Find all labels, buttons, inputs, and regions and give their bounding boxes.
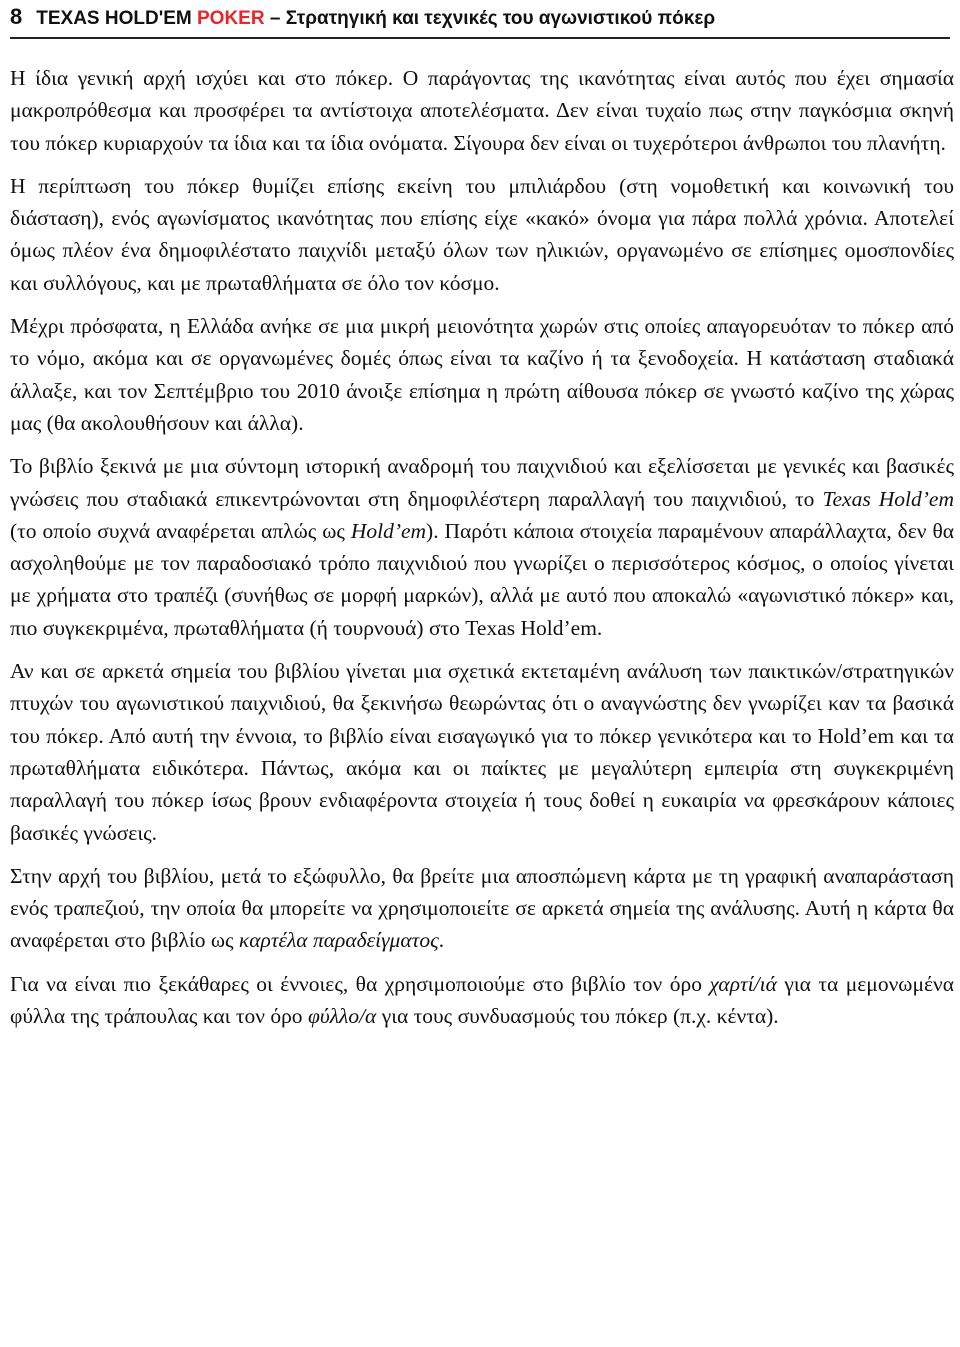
paragraph bbox=[10, 450, 954, 644]
book-title-accent: POKER bbox=[197, 8, 265, 29]
paragraph bbox=[10, 170, 954, 299]
text-run: Η περίπτωση του πόκερ θυμίζει επίσης εκείνη του μπιλιάρδου (στη νομοθετική και κοινωνική του διάσταση), ενός αγωνίσματος ικανότητας που επίσης είχε «κακό» όνομα για πάρα πολλά χρόνια. Αποτελεί όμως πλέον ένα δημοφιλέστατο παιχνίδι μεταξύ όλων των ηλικιών, οργανωμένο σε επίσημες ομοσπονδίες και συλλόγους, και με πρωταθλήματα σε όλο τον κόσμο. bbox=[10, 173, 954, 295]
running-header bbox=[10, 2, 715, 32]
text-run: Το βιβλίο ξεκινά με μια σύντομη ιστορική αναδρομή του παιχνιδιού και εξελίσσεται με γενικές και βασικές γνώσεις που σταδιακά επικεντρώνονται στη δημοφιλέστερη παραλλαγή του παιχνιδιού, το bbox=[10, 454, 954, 511]
paragraph bbox=[10, 655, 954, 849]
italic-term: καρτέλα παραδείγματος bbox=[238, 928, 439, 953]
paragraph bbox=[10, 310, 954, 439]
book-title: TEXAS HOLD'EM bbox=[36, 8, 197, 29]
text-run: Στην αρχή του βιβλίου, μετά το εξώφυλλο, θα βρείτε μια αποσπώμενη κάρτα με τη γραφική αναπαράσταση ενός τραπεζιού, την οποία θα μπορείτε να χρησιμοποιείτε σε αρκετά σημεία της ανάλυσης. Αυτή η κάρτα θα αναφέρεται στο βιβλίο ως bbox=[10, 863, 954, 953]
book-subtitle: – Στρατηγική και τεχνικές του αγωνιστικού πόκερ bbox=[264, 8, 716, 29]
header-rule bbox=[10, 37, 950, 39]
text-run: Μέχρι πρόσφατα, η Ελλάδα ανήκε σε μια μικρή μειονότητα χωρών στις οποίες απαγορευόταν το πόκερ από το νόμο, ακόμα και σε οργανωμένες δομές όπως είναι τα καζίνο ή τα ξενοδοχεία. Η κατάσταση σταδιακά άλλαξε, και τον Σεπτέμβριο του 2010 άνοιξε επίσημα η πρώτη αίθουσα πόκερ σε γνωστό καζίνο της χώρας μας (θα ακολουθήσουν και άλλα). bbox=[10, 314, 954, 435]
italic-term: χαρτί/ιά bbox=[709, 971, 777, 996]
page-number: 8 bbox=[10, 4, 23, 29]
italic-term: Texas Hold’em bbox=[822, 486, 955, 511]
body-text bbox=[10, 62, 954, 1043]
text-run: (το οποίο συχνά αναφέρεται απλώς ως bbox=[10, 518, 351, 543]
text-run: Η ίδια γενική αρχή ισχύει και στο πόκερ. Ο παράγοντας της ικανότητας είναι αυτός που έχει σημασία μακροπρόθεσμα και προσφέρει τα αντίστοιχα αποτελέσματα. Δεν είναι τυχαίο πως στην παγκόσμια σκηνή του πόκερ κυριαρχούν τα ίδια και τα ίδια ονόματα. Σίγουρα δεν είναι οι τυχερότεροι άνθρωποι του πλανήτη. bbox=[10, 66, 954, 155]
text-run: ). Παρότι κάποια στοιχεία παραμένουν απαράλλαχτα, δεν θα ασχοληθούμε με τον παραδοσιακό τρόπο παιχνιδιού που γνωρίζει ο περισσότερος κόσμος, ο οποίος γίνεται με χρήματα στο τραπέζι (συνήθως σε μορφή μαρκών), αλλά με αυτό που αποκαλώ «αγωνιστικό πόκερ» και, πιο συγκεκριμένα, πρωταθλήματα (ή τουρνουά) στο Texas Hold’em. bbox=[10, 518, 955, 640]
text-run: Για να είναι πιο ξεκάθαρες οι έννοιες, θα χρησιμοποιούμε στο βιβλίο τον όρο bbox=[10, 971, 710, 996]
text-run: . bbox=[438, 928, 445, 953]
paragraph bbox=[10, 860, 954, 957]
text-run: για τα μεμονωμένα φύλλα της τράπουλας και τον όρο bbox=[10, 971, 954, 1029]
italic-term: Hold’em bbox=[350, 518, 427, 543]
italic-term: φύλλο/α bbox=[307, 1004, 377, 1029]
paragraph bbox=[10, 968, 954, 1033]
text-run: για τους συνδυασμούς του πόκερ (π.χ. κέντα). bbox=[376, 1004, 779, 1029]
text-run: Αν και σε αρκετά σημεία του βιβλίου γίνεται μια σχετικά εκτεταμένη ανάλυση των παικτικών/στρατηγικών πτυχών του αγωνιστικού παιχνιδιού, θα ξεκινήσω θεωρώντας ότι ο αναγνώστης δεν γνωρίζει καν τα βασικά του πόκερ. Από αυτή την έννοια, το βιβλίο είναι εισαγωγικό για το πόκερ γενικότερα και το Hold’em και τα πρωταθλήματα ειδικότερα. Πάντως, ακόμα και οι παίκτες με μεγαλύτερη εμπειρία στη συγκεκριμένη παραλλαγή του πόκερ ίσως βρουν ενδιαφέροντα στοιχεία ή τους δοθεί η ευκαιρία να φρεσκάρουν κάποιες βασικές γνώσεις. bbox=[10, 659, 954, 845]
paragraph bbox=[10, 62, 954, 159]
